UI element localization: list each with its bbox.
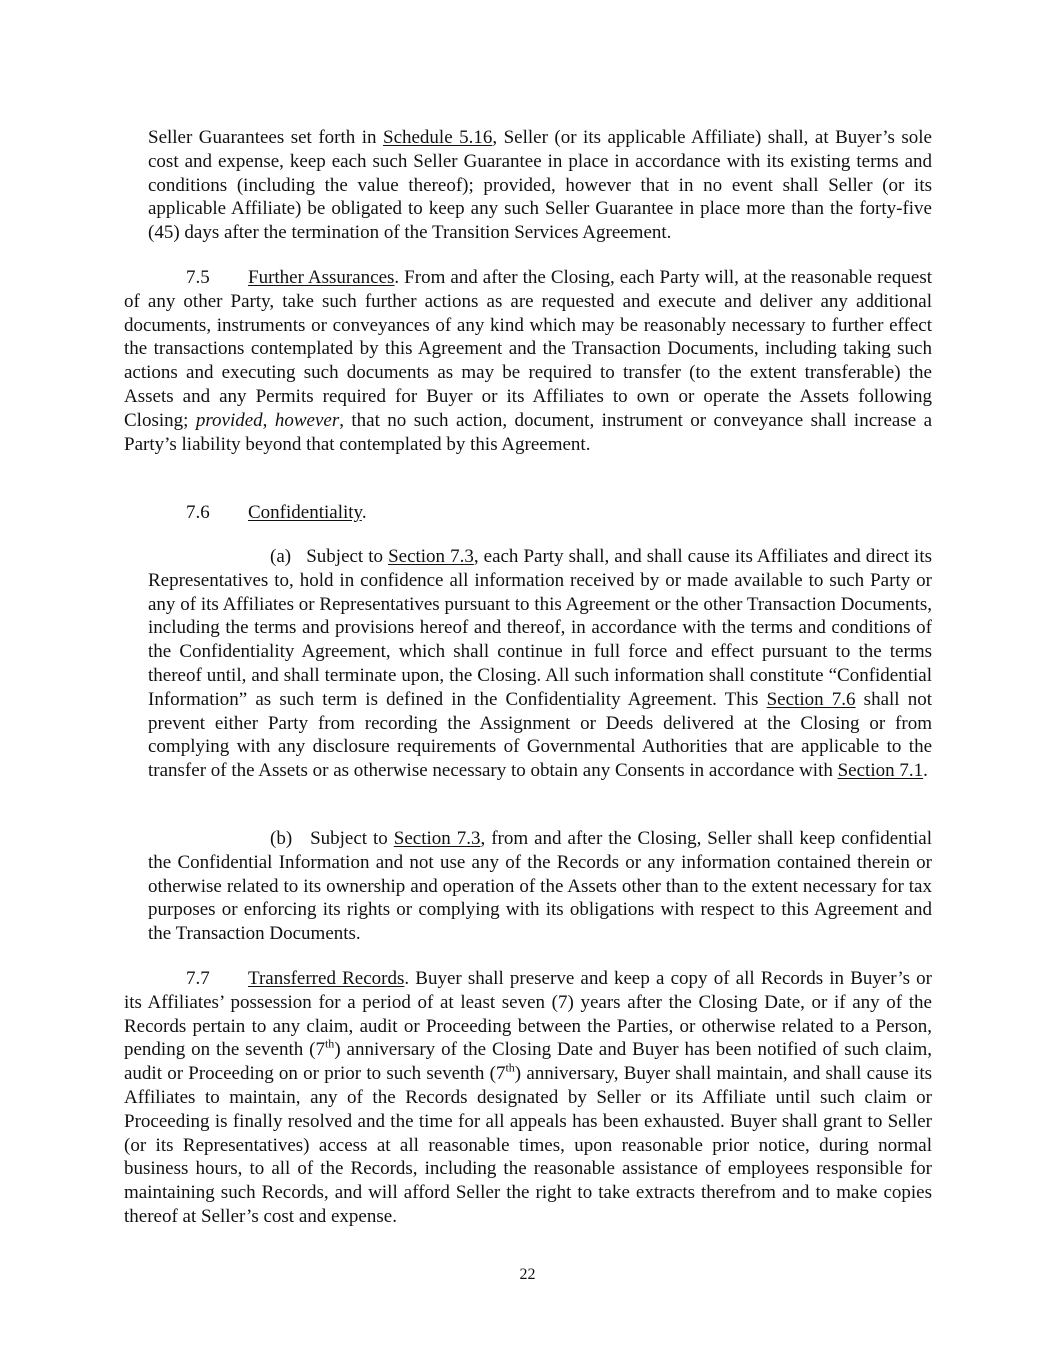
section-number: 7.6 [186,502,210,523]
section-heading: Confidentiality [248,502,362,523]
text: ) anniversary, Buyer shall maintain, and shall cause its Affiliates to maintain, any of the Records designated by Seller or its Affiliate until such claim or Proceeding is finally resolved and the time for all appeals has been exhausted. Buyer shall grant to Seller (or its Representatives) access at all reasonable times, upon reasonable prior notice, during normal business hours, to all of the Records, including the reasonable assistance of employees responsible for maintaining such Records, and will afford Seller the right to take extracts therefrom and to make copies thereof at Seller’s cost and expense. [124,1063,932,1227]
text: . From and after the Closing, each Party will, at the reasonable request of any other Party, take such further actions as are requested and execute and deliver any additional documents, instruments or conveyances of any kind which may be reasonably necessary to further effect the transactions contemplated by this Agreement and the Transaction Documents, including taking such actions and executing such documents as may be required to transfer (to the extent transferable) the Assets and any Permits required for Buyer or its Affiliates to own or operate the Assets following Closing; [124,267,932,431]
section-reference: Section 7.3 [388,546,474,567]
schedule-reference: Schedule 5.16 [383,127,493,148]
section-7-6: 7.6 Confidentiality. [186,502,367,523]
text: , Seller (or its applicable Affiliate) shall, at Buyer’s sole cost and expense, keep each such Seller Guarantee in place in accordance with its existing terms and conditions (including the value thereof); provided, however that in no event shall Seller (or its applicable Affiliate) be obligated to keep any such Seller Guarantee in place more than the forty-five (45) days after the termination of the Transition Services Agreement. [148,127,932,244]
text: Seller Guarantees set forth in [148,127,383,148]
section-reference: Section 7.1 [837,760,924,782]
text: , each Party shall, and shall cause its Affiliates and direct its Representatives to, hold in confidence all information received by or made available to such Party or any of its Affiliates or Representatives pursuant to this Agreement or the other Transaction Documents, including the terms and provisions hereof and thereof, in accordance with the terms and conditions of the Confidentiality Agreement, which shall continue in full force and effect pursuant to the terms thereof until, and shall terminate upon, the Closing. All such information shall constitute “Confidential Information” as such term is defined in the Confidentiality Agreement. This [148,546,932,710]
subsection-label: (a) [270,546,292,567]
section-7-7 [124,967,932,1229]
italic-text: however [274,409,340,431]
italic-text: provided [195,409,263,431]
text: . Buyer shall preserve and keep a copy of all Records in Buyer’s or its Affiliates’ possession for a period of at least seven (7) years after the Closing Date, or if any of the Records pertain to any claim, audit or Proceeding between the Parties, or otherwise related to a Person, pending on the seventh (7 [124,968,932,1061]
section-reference: Section 7.6 [766,688,856,710]
subsection-7-6-a: (a) Subject to Section 7.3, each Party shall, and shall cause its Affiliates and direct its Representatives to, hold in confidence all information received by or made available to such Party or any of its Affiliates or Representatives pursuant to this Agreement or the other Transaction Documents, including the terms and provisions hereof and thereof, in accordance with the terms and conditions of the Confidentiality Agreement, which shall continue in full force and effect pursuant to the terms thereof until, and shall terminate upon, the Closing. All such information shall constitute “Confidential Information” as such term is defined in the Confidentiality Agreement. This Section 7.6 shall not prevent either Party from recording the Assignment or Deeds delivered at the Closing or from complying with any disclosure requirements of Governmental Authorities that are applicable to the transfer of the Assets or as otherwise necessary to obtain any Consents in accordance with Section 7.1. [148,546,932,782]
subsection-label: (b) [270,828,293,849]
text: Subject to [306,546,389,567]
section-heading: Transferred Records [248,968,405,989]
text: , that no such action, document, instrument or conveyance shall increase a Party’s liability beyond that contemplated by this Agreement. [124,409,933,455]
section-heading: Further Assurances [248,267,395,288]
text: , from and after the Closing, Seller shall keep confidential the Confidential Information and not use any of the Records or any information contained therein or otherwise related to its ownership and operation of the Assets other than to the extent necessary for tax purposes or enforcing its rights or complying with its obligations with respect to this Agreement and the Transaction Documents. [148,828,932,945]
superscript: th [324,1037,335,1052]
text: Subject to [310,828,394,849]
superscript: th [505,1060,515,1075]
section-reference: Section 7.3 [393,828,481,849]
section-7-5: 7.5 Further Assurances. From and after the Closing, each Party will, at the reasonable request of any other Party, take such further actions as are requested and execute and deliver any additional documents, instruments or conveyances of any kind which may be reasonably necessary to further effect the transactions contemplated by this Agreement and the Transaction Documents, including taking such actions and executing such documents as may be required to transfer (to the extent transferable) the Assets and any Permits required for Buyer or its Affiliates to own or operate the Assets following Closing; provided, however, that no such action, document, instrument or conveyance shall increase a Party’s liability beyond that contemplated by this Agreement. [124,267,933,455]
section-number: 7.5 [186,267,210,288]
page-number: 22 [519,1266,536,1283]
text: ) anniversary of the Closing Date and Buyer has been notified of such claim, audit or Proceeding on or prior to such seventh (7 [124,1039,932,1085]
section-number: 7.7 [186,968,210,989]
carryover-paragraph [148,126,932,245]
subsection-7-6-b [148,827,932,946]
text: shall not prevent either Party from recording the Assignment or Deeds delivered at the Closing or from complying with any disclosure requirements of Governmental Authorities that are applicable to the transfer of the Assets or as otherwise necessary to obtain any Consents in accordance with [148,688,932,782]
